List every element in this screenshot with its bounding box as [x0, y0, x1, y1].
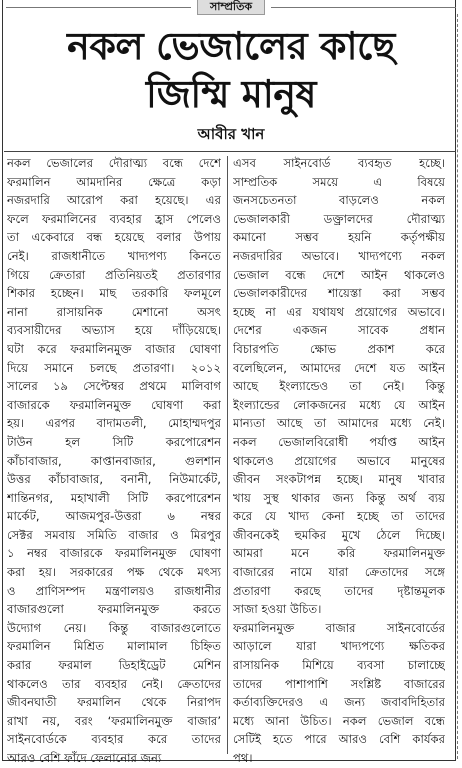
- article-column-left: [7, 154, 221, 768]
- article-line: বাজারগুলো ফরমালিনমুক্ত করতে: [7, 602, 221, 617]
- section-rule-right: [271, 7, 456, 8]
- article-line: বলেছিলেন, আমাদের দেশে যত আইন: [233, 360, 445, 375]
- article-line: ভেজালকারী ডক্ত্রালদের দৌরাত্ম্য: [233, 211, 445, 226]
- byline: আবীর খান: [197, 125, 265, 143]
- article-line: আড়ালে যারা খাদ্যপণ্যে ক্ষতিকর: [233, 639, 445, 654]
- article-line: ১ নম্বর বাজারকে ফরমালিনমুক্ত ঘোষণা: [7, 546, 221, 561]
- article-line: আরও বেশি ফাঁদে ফেলানোর জন্য: [7, 751, 162, 765]
- article-line: করে যে খাদ্য কেনা হচ্ছে তা তাদের: [233, 509, 445, 524]
- article-line: ভেজালকারীদের শায়েস্তা করা সম্ভব: [233, 286, 445, 301]
- article-line: জীবনকেই হুমকির মুখে ঠেলে দিচ্ছে।: [233, 527, 445, 542]
- article-line: ফরমালিন আমদানির ক্ষেত্রে কড়া: [7, 174, 221, 189]
- article-line: প্রতারণা করছে তাদের দৃষ্টান্তমূলক: [233, 583, 445, 598]
- article-line: কর্তাব্যক্তিদেরও এ জন্য জবাবদিহিতার: [233, 695, 445, 710]
- article-line: সাজা হওয়া উচিত।: [233, 602, 322, 617]
- article-line: ব্যবসায়ীদের অভ্যাস হয়ে দাঁড়িয়েছে।: [7, 323, 221, 338]
- article-line: রাসায়নিক মিশিয়ে ব্যবসা চালাচ্ছে: [233, 658, 445, 673]
- article-line: হচ্ছে না এর যথাযথ প্রয়োগের অভাবে।: [233, 304, 445, 319]
- article-line: সাম্প্রতিক সময়ে এ বিষয়ে: [233, 174, 445, 189]
- article-line: শিকার হচ্ছেন। মাছ তরকারি ফলমূলে: [7, 286, 221, 301]
- article-line: নকল ভেজালের দৌরাত্ম্য বন্ধে দেশে: [7, 156, 221, 170]
- article-line: মধ্যে আনা উচিত। নকল ভেজাল বন্ধে: [233, 713, 445, 728]
- article-line: আছে ইংল্যান্ডেও তা নেই। কিন্তু: [233, 379, 445, 394]
- article-paragraph: [233, 154, 445, 619]
- article-line: ও প্রাণিসম্পদ মন্ত্রণালয়ও রাজধানীর: [7, 583, 221, 598]
- article-line: বিচারপতি ক্ষোভ প্রকাশ করে: [233, 341, 445, 356]
- article-paragraph: [233, 619, 445, 768]
- article-line: বাজারের নামে যারা ক্রেতাদের সঙ্গে: [233, 565, 445, 580]
- article-line: থাকলেও প্রয়োগের অভাবে মানুষের: [233, 453, 445, 468]
- headline-line-2: জিম্মি মানুষ: [146, 72, 316, 116]
- article-line: গিয়ে ক্রেতারা প্রতিনিয়তই প্রতারণার: [7, 267, 221, 282]
- article-line: করা হয়। সরকারের পক্ষ থেকে মৎস্য: [7, 565, 221, 580]
- article-line: নেই। রাজধানীতে খাদ্যপণ্য কিনতে: [7, 248, 221, 263]
- article-line: কমানো সম্ভব হয়নি কর্তৃপক্ষীয়: [233, 230, 445, 245]
- article-line: ফরমালিনমুক্ত বাজার সাইনবোর্ডের: [233, 620, 445, 635]
- section-label: সাম্প্রতিক: [197, 0, 265, 15]
- article-line: সেটিই হতে পারে আরও বেশি কার্যকর: [233, 732, 445, 747]
- article-line: উত্তর কাঁচাবাজার, বনানী, নিউমার্কেট,: [7, 472, 221, 487]
- article-line: বাজারকে ফরমালিনমুক্ত ঘোষণা করা: [7, 397, 221, 412]
- column-divider: [227, 156, 228, 754]
- article-line: ফলে ফরমালিনের ব্যবহার হ্রাস পেলেও: [7, 211, 221, 226]
- byline-rule: [4, 151, 456, 152]
- headline: [8, 22, 454, 118]
- article-line: এসব সাইনবোর্ড ব্যবহৃত হচ্ছে।: [233, 156, 445, 170]
- article-line: ঘটা করে ফরমালিনমুক্ত বাজার ঘোষণা: [7, 341, 221, 356]
- article-line: খায় সুস্থ থাকার জন্য কিন্তু অর্থ ব্যয়: [233, 490, 445, 505]
- article-line: জীবনঘাতী ফরমালিন থেকে নিরাপদ: [7, 695, 221, 710]
- article-line: মার্কেট, আজমপুর-উত্তরা ৬ নম্বর: [7, 509, 221, 524]
- article-line: কাঁচাবাজার, কাপ্তানবাজার, গুলশান: [7, 453, 221, 468]
- article-line: নজরদারির অভাবে। খাদ্যপণ্যে নকল: [233, 248, 445, 263]
- article-line: টাউন হল সিটি করপোরেশন: [7, 434, 221, 449]
- article-line: সেক্টর সমবায় সমিতি বাজার ও মিরপুর: [7, 527, 221, 542]
- article-line: সাইনবোর্ডকে ব্যবহার করে তাদের: [7, 732, 221, 747]
- article-line: জনসচেতনতা বাড়লেও নকল: [233, 193, 445, 208]
- section-header: [0, 0, 462, 14]
- headline-line-1: নকল ভেজালের কাছে: [67, 24, 395, 68]
- article-line: রাখা নয়, বরং ‘ফরমালিনমুক্ত বাজার’: [7, 713, 221, 728]
- article-line: নজরদারি আরোপ করা হয়েছে। এর: [7, 193, 221, 208]
- article-line: জীবন সংকটাপন্ন হচ্ছে। মানুষ খাবার: [233, 472, 445, 487]
- article-line: হয়। এরপর বাদামতলী, মোহাম্মদপুর: [7, 416, 221, 431]
- article-column-right: [233, 154, 445, 768]
- article-line: শান্তিনগর, মহাখালী সিটি করপোরেশন: [7, 490, 221, 505]
- article-line: ইংল্যান্ডের লোকজনের মধ্যে যে আইন: [233, 397, 445, 412]
- article-line: তাদের পাশাপাশি সংশ্লিষ্ট বাজারের: [233, 676, 445, 691]
- article-line: দিয়ে সমানে চলছে প্রতারণা। ২০১২: [7, 360, 221, 375]
- article-line: আমরা মনে করি ফরমালিনমুক্ত: [233, 546, 445, 561]
- article-line: দেশের একজন সাবেক প্রধান: [233, 323, 445, 338]
- article-line: সালের ১৯ সেপ্টেম্বর প্রথমে মালিবাগ: [7, 379, 221, 394]
- article-line: উদ্যোগ নেয়। কিন্তু বাজারগুলোতে: [7, 620, 221, 635]
- article-paragraph: [7, 154, 221, 768]
- article-line: ভেজাল বন্ধে দেশে আইন থাকলেও: [233, 267, 445, 282]
- article-line: ফরমালিন মিশ্রিত মালামাল চিহ্নিত: [7, 639, 221, 654]
- article-line: নকল ভেজালবিরোধী পর্যাপ্ত আইন: [233, 434, 445, 449]
- section-rule-left: [6, 7, 191, 8]
- article-line: তা একেবারে বন্ধ হয়েছে বলার উপায়: [7, 230, 221, 245]
- article-line: নানা রাসায়নিক মেশানো অসৎ: [7, 304, 221, 319]
- article-line: মান্যতা আছে তা আমাদের মধ্যে নেই।: [233, 416, 445, 431]
- article-line: পথ।: [233, 751, 253, 765]
- article-line: করার ফরমাল ডিহাইড্রেট মেশিন: [7, 658, 221, 673]
- article-line: থাকলেও তার ব্যবহার নেই। ক্রেতাদের: [7, 676, 221, 691]
